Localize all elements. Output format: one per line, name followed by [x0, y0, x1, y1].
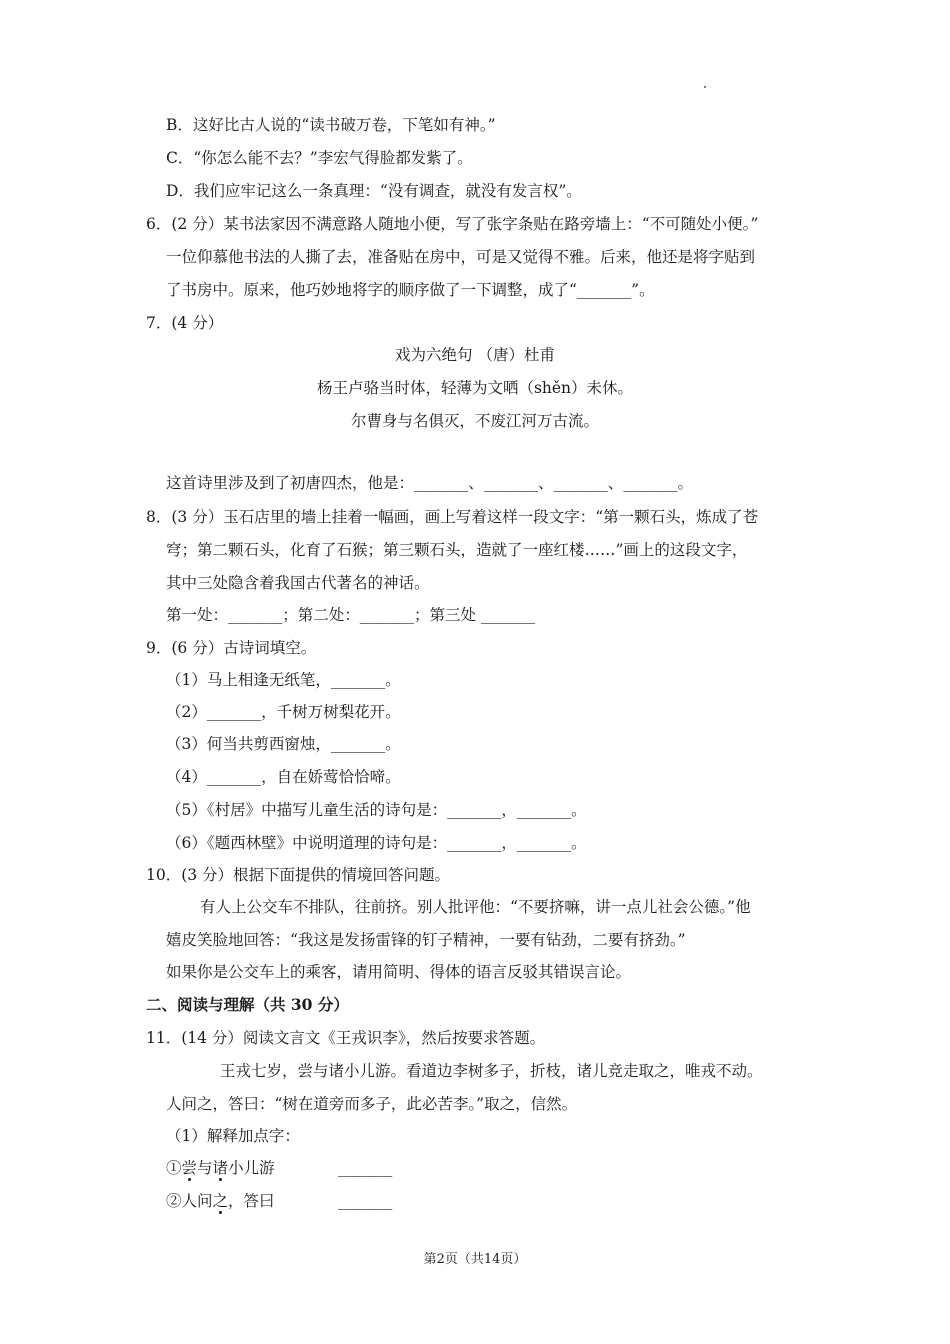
passage-line-2: 人问之，答曰：“树在道旁而多子，此必苦李。”取之，信然。	[166, 1095, 578, 1113]
vocab-text: 小儿游	[228, 1159, 275, 1177]
vocab-dotted-char: 之	[212, 1192, 229, 1210]
question-10-scenario-1: 有人上公交车不排队，往前挤。别人批评他：“不要挤嘛，讲一点儿社会公德。”他	[200, 898, 751, 916]
vocab-text: 人问	[181, 1192, 213, 1210]
question-9-item-5: （5）《村居》中描写儿童生活的诗句是：_______，_______。	[166, 801, 587, 819]
question-9-item-1: （1）马上相逢无纸笔，_______。	[166, 671, 401, 689]
page-footer: 第2页（共14页）	[423, 1252, 527, 1267]
item-number: ②	[166, 1192, 182, 1210]
vocab-dotted-char: 诸	[212, 1159, 229, 1177]
question-9-item-4: （4）_______，自在娇莺恰恰啼。	[166, 768, 401, 786]
question-9-item-3: （3）何当共剪西窗烛，_______。	[166, 735, 401, 753]
question-8-line2: 穹；第二颗石头，化育了石猴；第三颗石头，造就了一座红楼……”画上的这段文字，	[166, 541, 748, 559]
option-d: D．我们应牢记这么一条真理：“没有调查，就没有发言权”。	[166, 182, 582, 200]
vocab-item-1	[166, 1158, 275, 1178]
item-number: ①	[166, 1159, 182, 1177]
vocab-dotted-char: 尝	[181, 1159, 198, 1177]
question-8-answers: 第一处：_______；第二处：_______；第三处 _______	[166, 606, 536, 624]
question-6-line3: 了书房中。原来，他巧妙地将字的顺序做了一下调整，成了“_______”。	[166, 281, 655, 299]
question-10-scenario-2: 嬉皮笑脸地回答：“我这是发扬雷锋的钉子精神，一要有钻劲，二要有挤劲。”	[166, 931, 686, 949]
question-6-line2: 一位仰慕他书法的人撕了去，准备贴在房中，可是又觉得不雅。后来，他还是将字贴到	[166, 248, 756, 266]
question-8-line3: 其中三处隐含着我国古代著名的神话。	[166, 574, 430, 592]
question-10-prompt: 如果你是公交车上的乘客，请用简明、得体的语言反驳其错误言论。	[166, 963, 632, 981]
poem-title: 戏为六绝句 （唐）杜甫	[395, 346, 555, 364]
poem-line-1: 杨王卢骆当时体，轻薄为文哂（shěn）未休。	[316, 379, 634, 397]
section-heading: 二、阅读与理解（共 30 分）	[146, 995, 349, 1014]
question-11-sub-1: （1）解释加点字：	[166, 1127, 300, 1145]
question-10: 10．(3 分）根据下面提供的情境回答问题。	[146, 866, 451, 884]
vocab-text: 与	[197, 1159, 213, 1177]
question-11: 11．(14 分）阅读文言文《王戎识李》，然后按要求答题。	[146, 1029, 546, 1047]
question-9-item-2: （2）_______，千树万树梨花开。	[166, 703, 401, 721]
question-8: 8．(3 分）玉石店里的墙上挂着一幅画，画上写着这样一段文字：“第一颗石头，炼成了苍	[146, 508, 759, 526]
question-6: 6．(2 分）某书法家因不满意路人随地小便，写了张字条贴在路旁墙上：“不可随处小便。”	[146, 215, 759, 233]
scan-dot	[704, 86, 706, 88]
option-c: C．“你怎么能不去？”李宏气得脸都发紫了。	[166, 149, 473, 167]
vocab-item-2	[166, 1191, 275, 1211]
option-b: B．这好比古人说的“读书破万卷，下笔如有神。”	[166, 116, 496, 134]
vocab-text: ，答曰	[228, 1192, 275, 1210]
question-7: 7．(4 分）	[146, 314, 224, 332]
question-7-prompt: 这首诗里涉及到了初唐四杰，他是：_______、_______、_______、_______。	[166, 474, 694, 492]
answer-blank: _______	[338, 1159, 393, 1177]
poem-line-2: 尔曹身与名俱灭，不废江河万古流。	[350, 412, 599, 430]
passage-line-1: 王戎七岁，尝与诸小儿游。看道边李树多子，折枝，诸儿竞走取之，唯戎不动。	[220, 1062, 763, 1080]
question-9: 9．(6 分）古诗词填空。	[146, 639, 317, 657]
answer-blank: _______	[338, 1192, 393, 1210]
question-9-item-6: （6）《题西林壁》中说明道理的诗句是：_______，_______。	[166, 834, 587, 852]
